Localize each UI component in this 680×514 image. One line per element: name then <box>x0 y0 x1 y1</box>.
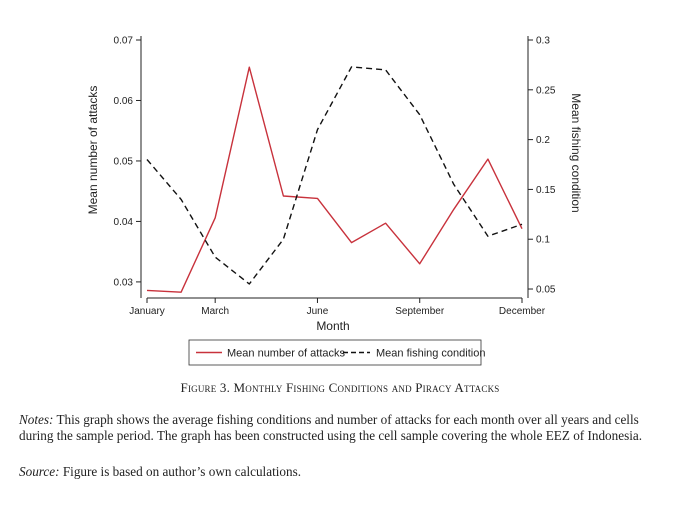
right-y-axis <box>528 36 556 296</box>
legend-label-attacks: Mean number of attacks <box>227 347 346 360</box>
series-layer <box>147 67 522 292</box>
legend <box>189 340 485 365</box>
right-y-tick-label: 0.05 <box>536 284 556 296</box>
left-y-tick-label: 0.06 <box>113 95 133 107</box>
left-y-tick-label: 0.03 <box>113 277 133 289</box>
right-y-tick-label: 0.1 <box>536 234 550 246</box>
figure-label: Figure 3. <box>180 380 234 395</box>
left-y-axis-title: Mean number of attacks <box>86 85 100 215</box>
right-y-tick-label: 0.3 <box>536 35 550 47</box>
right-y-tick-label: 0.15 <box>536 184 556 196</box>
series-line-fishing-condition <box>147 67 522 284</box>
figure-source <box>19 464 659 480</box>
notes-text: This graph shows the average fishing conditions and number of attacks for each month over all years and cells during the sample period. The graph has been constructed using the cell sample covering the whole EEZ of Indonesia. <box>19 412 643 443</box>
left-y-tick-label: 0.07 <box>113 35 133 47</box>
source-text: Figure is based on author’s own calculations. <box>59 464 302 479</box>
plot-frame <box>141 36 528 298</box>
left-y-tick-label: 0.05 <box>113 156 133 168</box>
notes-label: Notes: <box>19 412 54 427</box>
x-tick-label: June <box>306 306 329 317</box>
figure-title: Monthly Fishing Conditions and Piracy Attacks <box>233 380 500 395</box>
source-label: Source: <box>19 464 60 479</box>
legend-label-fishing: Mean fishing condition <box>376 347 486 360</box>
figure-caption <box>0 380 680 396</box>
left-y-tick-label: 0.04 <box>113 216 133 228</box>
x-tick-label: December <box>498 306 546 317</box>
x-tick-label: September <box>395 306 445 317</box>
figure-notes <box>19 412 659 444</box>
right-y-tick-label: 0.2 <box>536 135 550 147</box>
right-y-axis-title: Mean fishing condition <box>569 93 583 213</box>
x-tick-label: January <box>129 306 165 317</box>
x-axis <box>129 298 546 317</box>
x-axis-title: Month <box>316 319 350 333</box>
x-tick-label: March <box>201 306 230 317</box>
series-line-attacks <box>147 67 522 292</box>
left-y-axis <box>114 36 141 289</box>
right-y-tick-label: 0.25 <box>536 85 556 97</box>
